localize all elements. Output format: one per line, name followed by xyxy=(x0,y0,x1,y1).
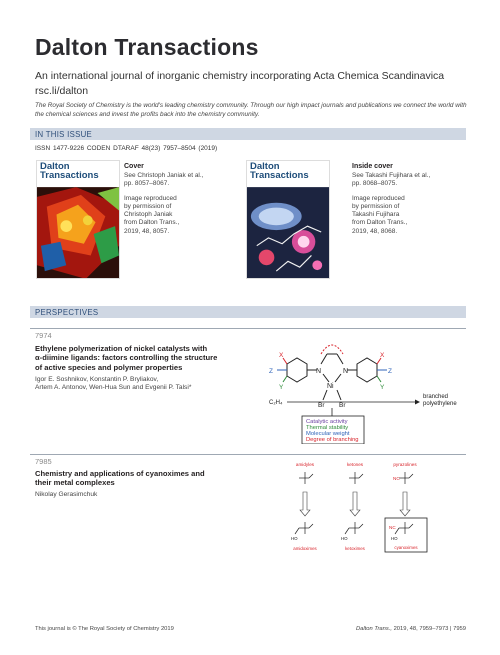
cover-image xyxy=(36,160,120,279)
article-title-line: α-diimine ligands: factors controlling the structure xyxy=(35,353,218,363)
article-title[interactable] xyxy=(35,469,260,488)
in-this-issue-bar xyxy=(30,128,466,140)
cover-caption-line: Christoph Janiak xyxy=(124,211,173,219)
authors-line: Artem A. Antonov, Wen-Hua Sun and Evgenii P. Talsi* xyxy=(35,384,192,392)
property-degree-of-branching: Degree of branching xyxy=(306,437,359,443)
article-title-line: of active species and polymer properties xyxy=(35,362,183,372)
issn-line: ISSN 1477-9226 CODEN DTARAF 48(23) 7957–8504 (2019) xyxy=(35,145,218,152)
inside-cover-masthead-2: Transactions xyxy=(250,170,309,181)
journal-title: Dalton Transactions xyxy=(35,34,259,60)
journal-subtitle: An international journal of inorganic chemistry incorporating Acta Chemica Scandinavica xyxy=(35,70,445,82)
label-ketoximes: ketoximes xyxy=(345,546,365,551)
inside-cover-title: Inside cover xyxy=(352,163,393,170)
footer-citation xyxy=(356,626,466,632)
footer-journal: Dalton Trans., xyxy=(355,626,392,632)
product-label-1: branched xyxy=(423,394,449,400)
br-atom-left: Br xyxy=(318,402,325,409)
journal-url[interactable]: rsc.li/dalton xyxy=(35,85,89,97)
y-substituent-left: Y xyxy=(279,384,284,391)
product-label-2: polyethylene xyxy=(423,401,457,407)
inside-cover-artwork xyxy=(247,186,329,279)
label-cyanoximes: cyanoximes xyxy=(394,545,418,550)
n-atom-left: N xyxy=(316,368,322,375)
cover-title: Cover xyxy=(124,163,144,170)
rsc-blurb: The Royal Society of Chemistry is the world's leading chemistry community. Through our high impact journals and publications we connect the world with the chemical sciences and invest the profits back into the chemistry community. xyxy=(35,102,467,118)
br-atom-right: Br xyxy=(339,402,346,409)
nc-group-top: NC xyxy=(393,476,400,481)
article-title-line: Ethylene polymerization of nickel catalysts with xyxy=(35,344,208,353)
label-amidyles: amidyles xyxy=(295,462,315,467)
ho-group-3: HO xyxy=(391,536,398,541)
authors-line: Nikolay Gerasimchuk xyxy=(35,491,98,498)
z-substituent-right: Z xyxy=(388,368,392,375)
inside-cover-caption-line: pp. 8068–8075. xyxy=(352,180,398,188)
article-title-line: their metal complexes xyxy=(35,478,115,488)
ho-group-2: HO xyxy=(341,536,348,541)
article-authors xyxy=(35,376,270,393)
y-substituent-right: Y xyxy=(380,384,385,391)
ni-atom: Ni xyxy=(327,383,334,390)
article-divider xyxy=(30,454,466,455)
article-authors xyxy=(35,491,270,499)
label-ketones: ketones xyxy=(346,462,364,467)
perspectives-label: PERSPECTIVES xyxy=(35,308,99,317)
diimine-nickel-graphic xyxy=(265,338,465,444)
article-title[interactable] xyxy=(35,344,260,372)
article-page-number[interactable]: 7974 xyxy=(35,331,52,340)
ho-group-1: HO xyxy=(291,536,298,541)
property-molecular-weight: Molecular weight xyxy=(306,431,350,437)
inside-cover-caption-line: 2019, 48, 8068. xyxy=(352,227,398,235)
cover-caption xyxy=(124,172,204,236)
property-catalytic-activity: Catalytic activity xyxy=(306,419,348,425)
in-this-issue-label: IN THIS ISSUE xyxy=(35,130,93,139)
inside-cover-image xyxy=(246,160,330,279)
cover-caption-line: by permission of xyxy=(124,202,172,210)
property-thermal-stability: Thermal stability xyxy=(306,425,349,431)
cover-caption-line: 2019, 48, 8057. xyxy=(124,227,170,235)
inside-cover-caption-line: Image reproduced xyxy=(352,194,405,202)
inside-cover-caption xyxy=(352,172,430,236)
cover-caption-line: Image reproduced xyxy=(124,194,177,202)
cover-caption-line: from Dalton Trans., xyxy=(124,219,180,227)
cover-caption-line: pp. 8057–8067. xyxy=(124,180,170,188)
inside-cover-caption-line: by permission of xyxy=(352,202,400,210)
inside-cover-caption-line: from Dalton Trans., xyxy=(352,219,408,227)
nc-group-bottom: NC xyxy=(389,525,396,530)
inside-cover-caption-line: Takashi Fujihara xyxy=(352,211,400,219)
authors-line: Igor E. Soshnikov, Konstantin P. Bryliakov, xyxy=(35,376,159,383)
n-atom-right: N xyxy=(343,368,349,375)
cover-artwork xyxy=(37,186,119,279)
label-pyrazolines: pyrazolines xyxy=(393,462,417,467)
label-amidoximes: amidoximes xyxy=(293,546,317,551)
cover-caption-line: See Christoph Janiak et al., xyxy=(124,172,204,179)
article-page-number[interactable]: 7985 xyxy=(35,457,52,466)
cover-masthead-2: Transactions xyxy=(40,170,99,181)
x-substituent-left: X xyxy=(279,352,284,359)
reagent-label: C₂H₄ xyxy=(269,400,283,406)
inside-cover-caption-line: See Takashi Fujihara et al., xyxy=(352,172,431,179)
inside-cover-masthead-1: Dalton xyxy=(250,161,280,172)
cyanoxime-graphic xyxy=(285,458,445,554)
footer-pages: 2019, 48, 7959–7973 | 7959 xyxy=(391,626,466,632)
cover-masthead-1: Dalton xyxy=(40,161,70,172)
x-substituent-right: X xyxy=(380,352,385,359)
article-divider xyxy=(30,328,466,329)
z-substituent-left: Z xyxy=(269,368,273,375)
article-title-line: Chemistry and applications of cyanoximes and xyxy=(35,469,205,478)
footer-copyright: This journal is © The Royal Society of Chemistry 2019 xyxy=(35,626,174,632)
